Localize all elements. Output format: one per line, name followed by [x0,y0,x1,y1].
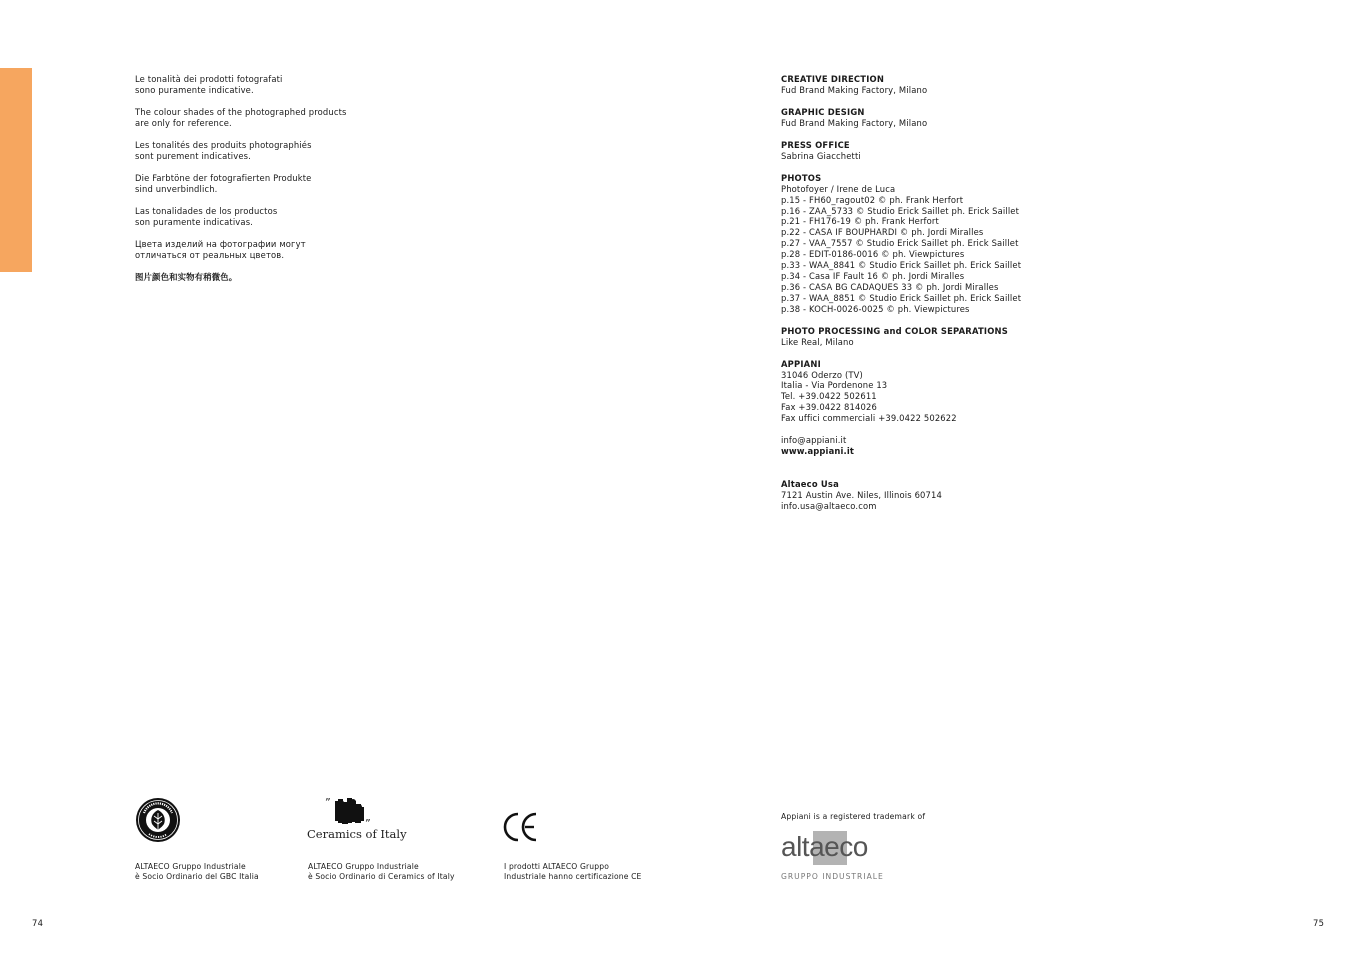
website-link[interactable]: www.appiani.it [781,445,855,456]
credit-line: Like Real, Milano [781,336,854,347]
credit-title: Altaeco Usa [781,478,839,489]
altaeco-wordmark: altaeco [781,831,868,862]
credit-line: p.36 - CASA BG CADAQUES 33 © ph. Jordi Miralles [781,281,999,292]
credit-appiani [781,359,1141,468]
credit-photo-processing [781,326,1141,348]
phone-line: Tel. +39.0422 502611 [781,391,877,402]
email-link[interactable]: info@appiani.it [781,435,847,446]
credit-line: Photofoyer / Irene de Luca [781,183,896,194]
credit-creative-direction [781,74,1141,96]
credit-line: p.34 - Casa IF Fault 16 © ph. Jordi Miralles [781,270,965,281]
trademark-note: Appiani is a registered trademark of [781,812,926,821]
credit-title: PHOTO PROCESSING and COLOR SEPARATIONS [781,325,1008,336]
ceramics-caption: ALTAECO Gruppo Industriale è Socio Ordinario di Ceramics of Italy [308,862,455,881]
fax-line: Fax +39.0422 814026 [781,402,877,413]
credit-line: p.33 - WAA_8841 © Studio Erick Saillet ph. Erick Saillet [781,260,1022,271]
credit-line: Sabrina Giacchetti [781,150,861,161]
spacer [781,424,1141,435]
gbc-caption: ALTAECO Gruppo Industriale è Socio Ordinario del GBC Italia [135,862,259,881]
spacer [781,457,1141,468]
credit-line: p.16 - ZAA_5733 © Studio Erick Saillet ph. Erick Saillet [781,205,1020,216]
credit-line: Fud Brand Making Factory, Milano [781,85,928,95]
gbc-italia-logo-icon [135,797,181,843]
credit-title: PHOTOS [781,172,822,183]
email-link[interactable]: info.usa@altaeco.com [781,500,877,511]
svg-text:”: ” [365,817,371,827]
credit-graphic-design [781,107,1141,129]
page-number-left: 74 [32,918,44,928]
credit-line: p.37 - WAA_8851 © Studio Erick Saillet ph. Erick Saillet [781,292,1022,303]
address-line: 31046 Oderzo (TV) [781,369,863,380]
altaeco-subtitle: GRUPPO INDUSTRIALE [781,872,884,881]
credit-line: Fud Brand Making Factory, Milano [781,117,928,128]
credit-line: p.28 - EDIT-0186-0016 © ph. Viewpictures [781,249,965,260]
credit-title: CREATIVE DIRECTION [781,74,885,84]
credit-title: GRAPHIC DESIGN [781,106,865,117]
altaeco-logo-icon [781,830,881,866]
credit-photos [781,173,1141,315]
credit-line: p.21 - FH176-19 © ph. Frank Herfort [781,216,939,227]
credit-line: p.27 - VAA_7557 © Studio Erick Saillet ph. Erick Saillet [781,238,1019,249]
disclaimer-zh: 图片颜色和实物有稍微色。 [135,272,238,282]
credit-line: p.22 - CASA IF BOUPHARDI © ph. Jordi Miralles [781,227,984,238]
disclaimer-es: Las tonalidades de los productos son puramente indicativas. [135,206,278,227]
svg-text:”: ” [325,797,331,809]
ceramics-of-italy-logo-icon [307,797,407,843]
credit-press-office [781,140,1141,162]
credit-altaeco-usa [781,479,1141,512]
ce-caption: I prodotti ALTAECO Gruppo Industriale hanno certificazione CE [504,862,642,881]
ce-mark-icon [503,812,539,842]
disclaimer-it: Le tonalità dei prodotti fotografati sono puramente indicative. [135,74,283,95]
disclaimer-fr: Les tonalités des produits photographiés sont purement indicatives. [135,140,312,161]
credit-title: APPIANI [781,358,821,369]
address-line: 7121 Austin Ave. Niles, Illinois 60714 [781,489,942,500]
fax-line: Fax uffici commerciali +39.0422 502622 [781,413,957,424]
credits [781,74,1141,523]
accent-bar [0,68,32,272]
credit-title: PRESS OFFICE [781,139,850,150]
address-line: Italia - Via Pordenone 13 [781,380,888,391]
credit-line: p.38 - KOCH-0026-0025 © ph. Viewpictures [781,303,970,314]
page-number-right: 75 [1313,918,1325,928]
credit-line: p.15 - FH60_ragout02 © ph. Frank Herfort [781,194,964,205]
disclaimer-de: Die Farbtöne der fotografierten Produkte sind unverbindlich. [135,173,312,194]
ceramics-of-italy-wordmark: Ceramics of Italy [307,827,407,841]
disclaimer-en: The colour shades of the photographed products are only for reference. [135,107,347,128]
color-disclaimer [135,74,455,294]
disclaimer-ru: Цвета изделий на фотографии могут отличаться от реальных цветов. [135,239,306,260]
